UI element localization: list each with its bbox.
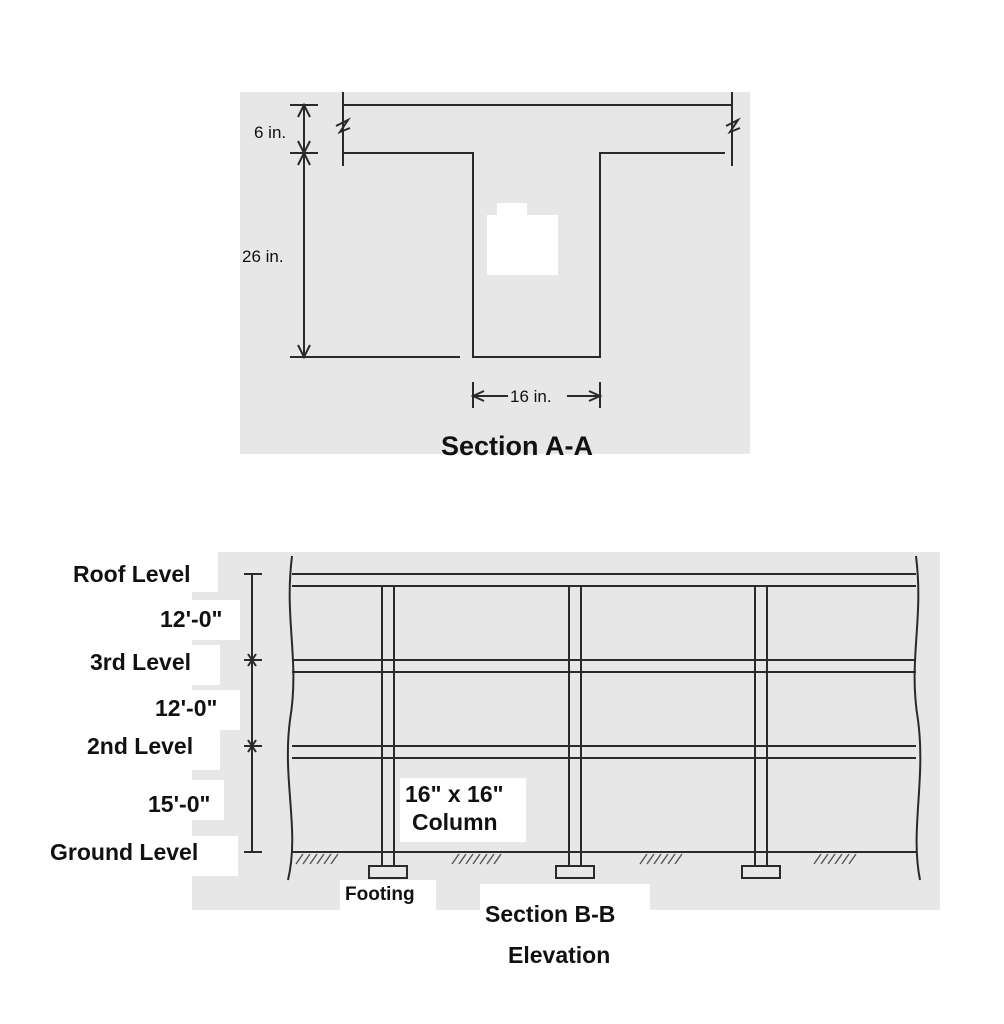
section-a-title: Section A-A	[441, 431, 594, 461]
elevation-subtitle: Elevation	[508, 942, 611, 968]
section-b-title: Section B-B	[485, 901, 616, 927]
height-roof-third: 12'-0"	[160, 606, 223, 632]
height-second-ground: 15'-0"	[148, 791, 211, 817]
height-third-second: 12'-0"	[155, 695, 218, 721]
footing-3	[742, 866, 780, 878]
haunch-marks	[382, 586, 767, 600]
column-label-size: 16" x 16"	[405, 781, 504, 807]
right-break-line	[915, 556, 921, 880]
level-third: 3rd Level	[90, 649, 191, 675]
footing-2	[556, 866, 594, 878]
soil-hatching	[296, 854, 856, 864]
footing-1	[369, 866, 407, 878]
level-second: 2nd Level	[87, 733, 194, 759]
column-1	[382, 586, 394, 866]
column-2	[569, 586, 581, 866]
dim-label-width: 16 in.	[510, 387, 552, 406]
left-break-line	[288, 556, 294, 880]
level-roof: Roof Level	[73, 561, 191, 587]
level-ground: Ground Level	[50, 839, 199, 865]
column-3	[755, 586, 767, 866]
footing-label: Footing	[345, 884, 415, 905]
dim-label-top: 6 in.	[254, 123, 287, 142]
dim-label-web: 26 in.	[242, 247, 284, 266]
column-label-text: Column	[412, 809, 498, 835]
